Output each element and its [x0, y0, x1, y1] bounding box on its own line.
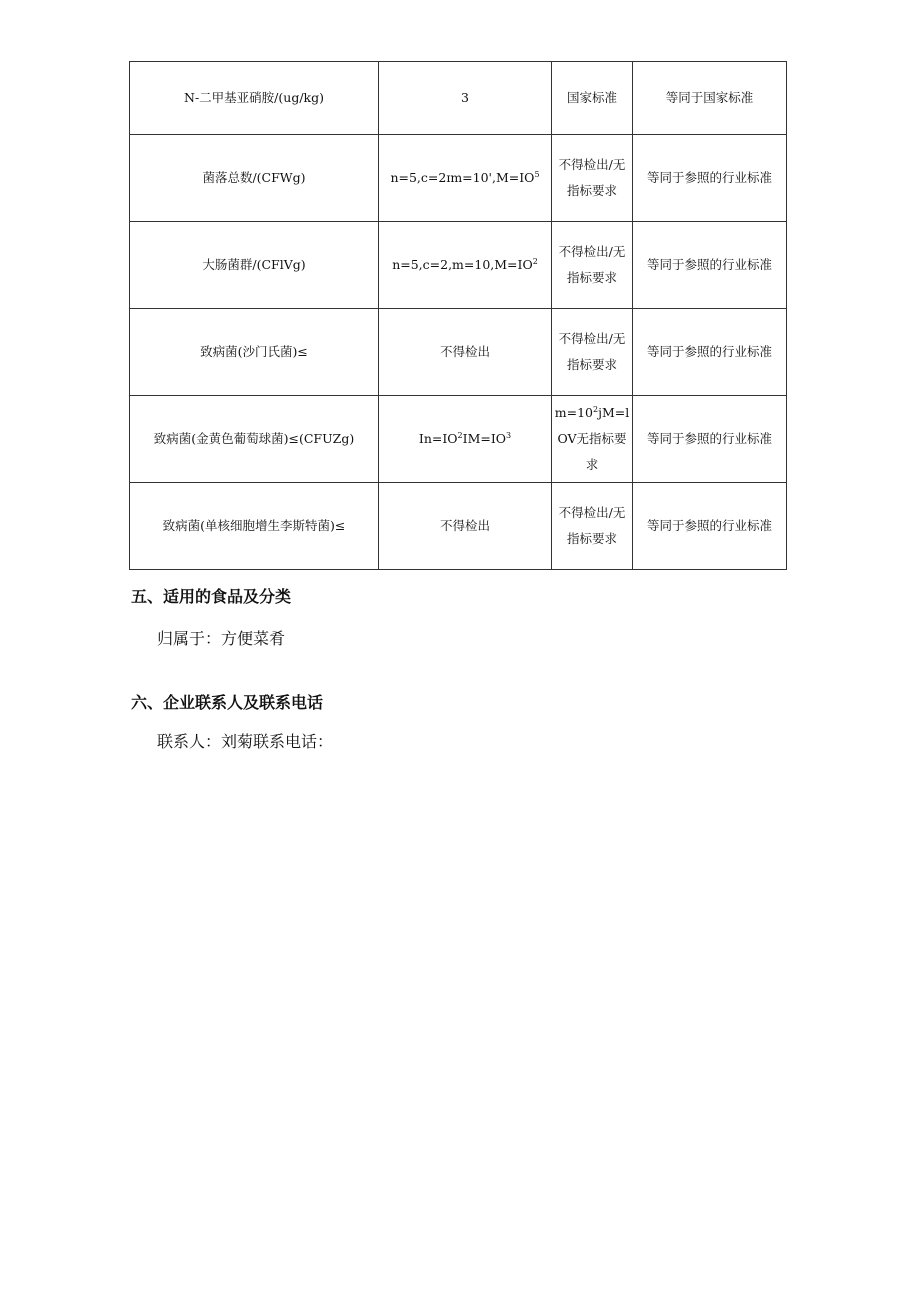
table-row	[130, 222, 787, 309]
limit-exponent: 3	[506, 430, 512, 440]
limit-text: IM=IO	[462, 431, 507, 446]
table-row	[130, 309, 787, 396]
cell-item: 大肠菌群/(CFlVg)	[130, 222, 379, 309]
food-category-text: 归属于：方便菜肴	[157, 629, 286, 648]
limit-text: In=IO	[418, 431, 458, 446]
limit-exponent: 2	[532, 256, 538, 266]
contact-text: 联系人：刘菊联系电话：	[157, 732, 334, 751]
cell-standard: 不得检出/无指标要求	[552, 483, 633, 570]
cell-limit: 不得检出	[379, 309, 552, 396]
section-heading-food-category: 五、适用的食品及分类	[131, 587, 292, 606]
spec-table	[129, 61, 787, 570]
cell-limit	[379, 135, 552, 222]
cell-item: 致病菌(沙门氏菌)≤	[130, 309, 379, 396]
cell-standard	[552, 396, 633, 483]
cell-limit	[379, 396, 552, 483]
cell-item: 致病菌(金黄色葡萄球菌)≤(CFUZg)	[130, 396, 379, 483]
standard-exponent: 2	[592, 404, 599, 414]
cell-compare: 等同于国家标准	[633, 62, 787, 135]
limit-exponent: 2	[457, 430, 463, 440]
cell-limit: 不得检出	[379, 483, 552, 570]
table-row	[130, 135, 787, 222]
cell-item: N-二甲基亚硝胺/(ug/kg)	[130, 62, 379, 135]
cell-standard: 不得检出/无指标要求	[552, 135, 633, 222]
standard-text: m=10	[554, 405, 593, 420]
cell-compare: 等同于参照的行业标准	[633, 222, 787, 309]
table-row	[130, 396, 787, 483]
standard-text: jM=l OV无指标要求	[557, 405, 630, 472]
cell-limit: 3	[379, 62, 552, 135]
table-row	[130, 483, 787, 570]
cell-compare: 等同于参照的行业标准	[633, 483, 787, 570]
cell-compare: 等同于参照的行业标准	[633, 396, 787, 483]
limit-text: n=5,c=2ɪm=10',M=IO	[390, 170, 535, 185]
section-heading-contact: 六、企业联系人及联系电话	[131, 693, 324, 712]
cell-standard: 不得检出/无指标要求	[552, 222, 633, 309]
cell-compare: 等同于参照的行业标准	[633, 135, 787, 222]
cell-item: 致病菌(单核细胞增生李斯特菌)≤	[130, 483, 379, 570]
limit-text: n=5,c=2,m=10,M=IO	[392, 257, 533, 272]
cell-limit	[379, 222, 552, 309]
cell-standard: 不得检出/无指标要求	[552, 309, 633, 396]
cell-item: 菌落总数/(CFWg)	[130, 135, 379, 222]
cell-compare: 等同于参照的行业标准	[633, 309, 787, 396]
limit-exponent: 5	[534, 169, 540, 179]
cell-standard: 国家标准	[552, 62, 633, 135]
table-row	[130, 62, 787, 135]
